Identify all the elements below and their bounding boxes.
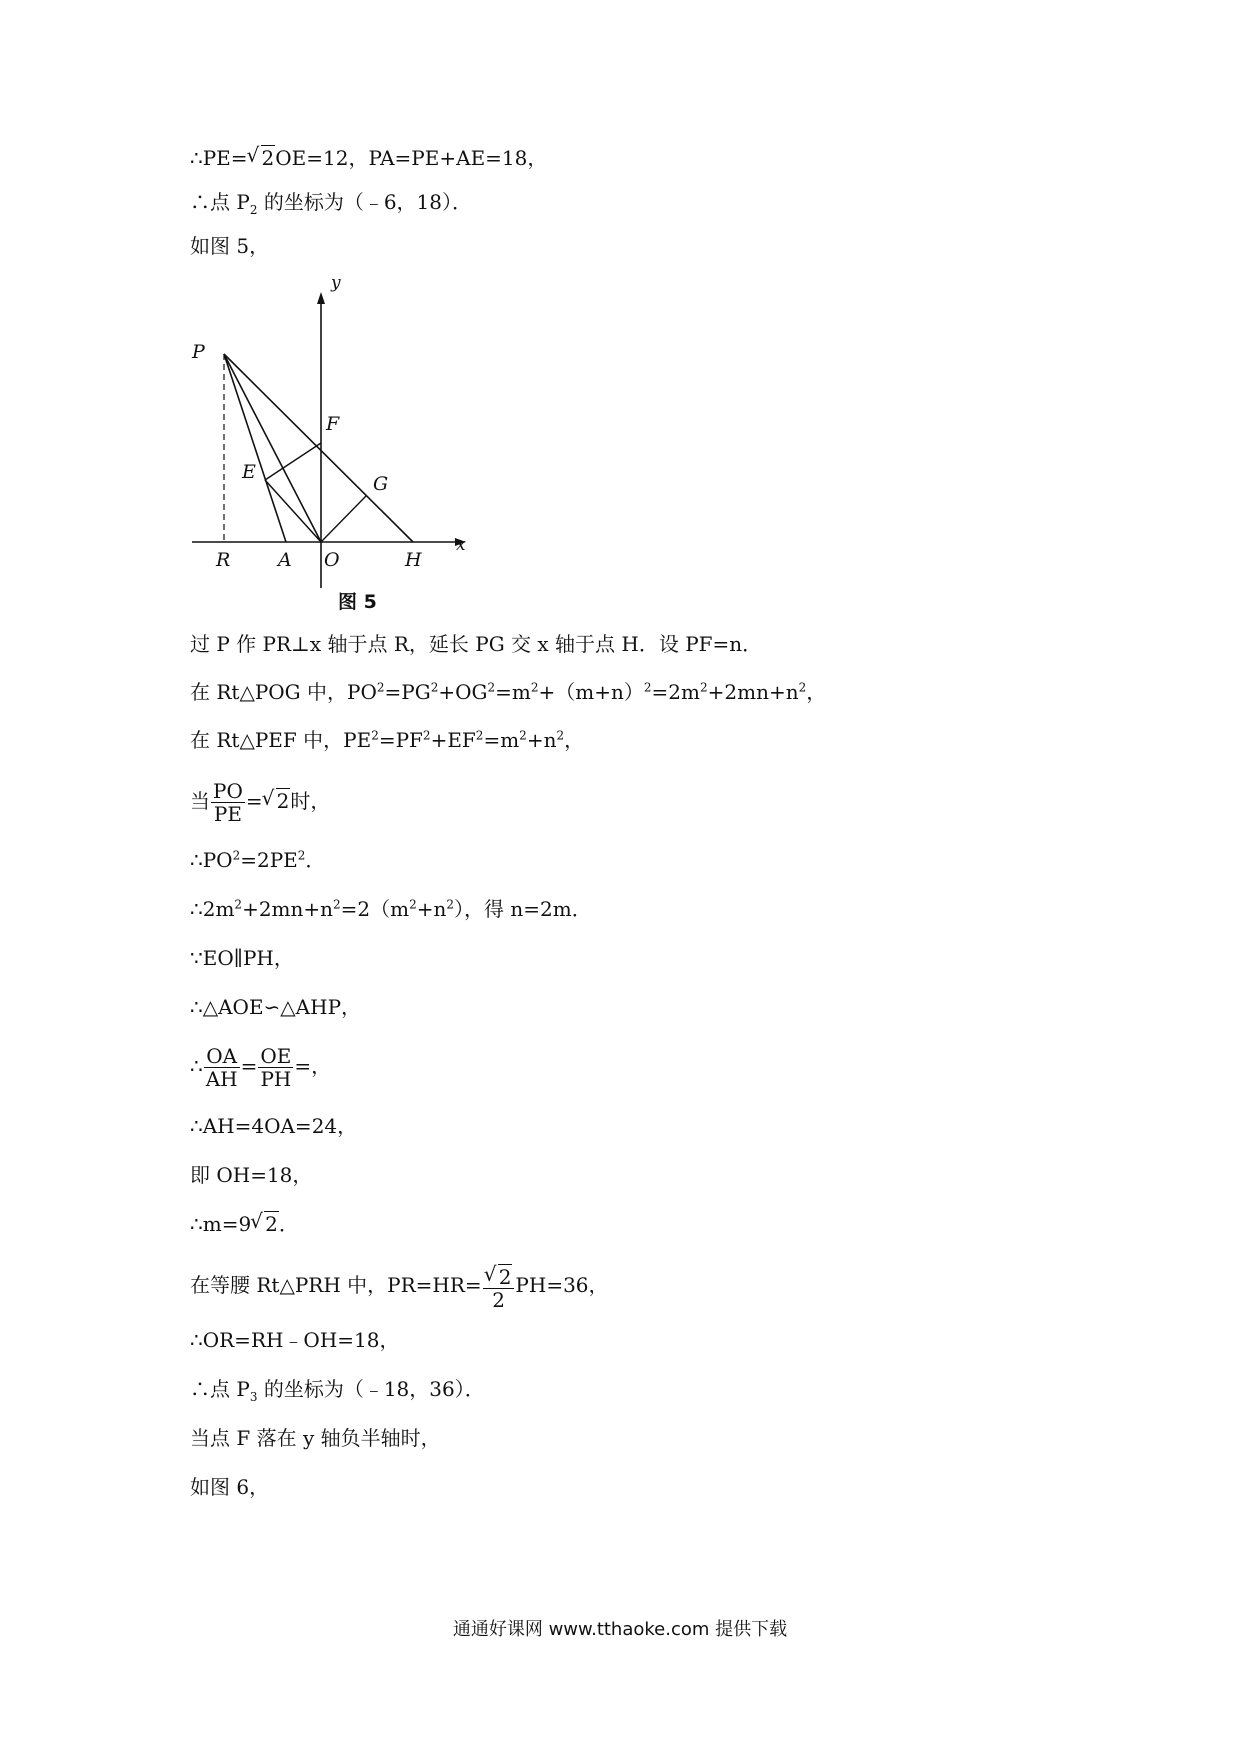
segment-ph xyxy=(224,354,413,542)
figure-5 xyxy=(190,268,490,613)
line-10: ∵EO∥PH， xyxy=(190,946,294,970)
line-13: ∴AH=4OA=24， xyxy=(190,1114,358,1138)
line-19: 当点 F 落在 y 轴负半轴时， xyxy=(190,1426,441,1450)
label-f: F xyxy=(326,413,340,435)
fraction-oa-ah: $\frac{OA}{AH}$ xyxy=(205,1044,238,1091)
line-7: 当 $\frac{PO}{PE}$ =√ 2时， xyxy=(190,780,330,825)
segment-og xyxy=(321,496,366,542)
line-9: $\therefore 2m^2+2mn+n^2=2(m^2+n^2)$，得 n=2m． xyxy=(190,897,592,921)
label-g: G xyxy=(373,473,389,495)
line-16: 在等腰 Rt△PRH 中，PR=HR= √ $\frac{2}{2}$ PH=36， xyxy=(190,1262,609,1311)
line-12: ∴ $\frac{OA}{AH}$ = $\frac{OE}{PH}$ =， xyxy=(190,1044,332,1091)
fraction-oe-ph: $\frac{OE}{PH}$ xyxy=(260,1044,292,1091)
line-14: 即 OH=18， xyxy=(190,1163,313,1187)
segment-po xyxy=(224,354,321,542)
line-4: 过 P 作 PR⊥x 轴于点 R，延长 PG 交 x 轴于点 H．设 PF=n． xyxy=(190,632,763,656)
line-8: $\therefore PO^2=2PE^2$． xyxy=(190,848,326,872)
line-20: 如图 6， xyxy=(190,1475,270,1499)
line-1: ∴PE=√ 2OE=12，PA=PE+AE=18， xyxy=(190,144,547,172)
fraction-sqrt2-over-2: √ $\frac{2}{2}$ xyxy=(483,1262,515,1311)
line-11: ∴△AOE∽△AHP， xyxy=(190,995,362,1019)
label-a: A xyxy=(278,549,292,571)
label-r: R xyxy=(216,549,231,571)
line-5: 在 Rt△POG 中，$PO^2=PG^2+OG^2=m^2+(m+n)^2=2m^2+2mn+n^2$， xyxy=(190,680,827,704)
label-p: P xyxy=(192,341,205,363)
line-6: 在 Rt△PEF 中，$PE^2=PF^2+EF^2=m^2+n^2$， xyxy=(190,728,585,752)
label-y: y xyxy=(331,273,341,293)
line-18: ∴点 $P_3$ 的坐标为（﹣18，36）． xyxy=(190,1377,485,1404)
label-h: H xyxy=(405,549,422,571)
label-x: x xyxy=(456,535,466,555)
segment-pa xyxy=(224,354,286,542)
fraction-po-pe: $\frac{PO}{PE}$ xyxy=(213,779,243,826)
line-2: ∴点 $P_2$ 的坐标为（﹣6，18）． xyxy=(190,190,472,217)
line-17: ∴OR=RH﹣OH=18， xyxy=(190,1328,400,1352)
label-e: E xyxy=(242,461,256,483)
y-axis-arrow xyxy=(317,292,325,304)
label-o: O xyxy=(324,549,340,571)
page-footer: 通通好课网 www.tthaoke.com 提供下载 xyxy=(452,1619,788,1640)
line-3: 如图 5， xyxy=(190,234,270,258)
line-15: ∴m=9√ 2． xyxy=(190,1210,299,1238)
figure-caption: 图 5 xyxy=(338,591,377,613)
